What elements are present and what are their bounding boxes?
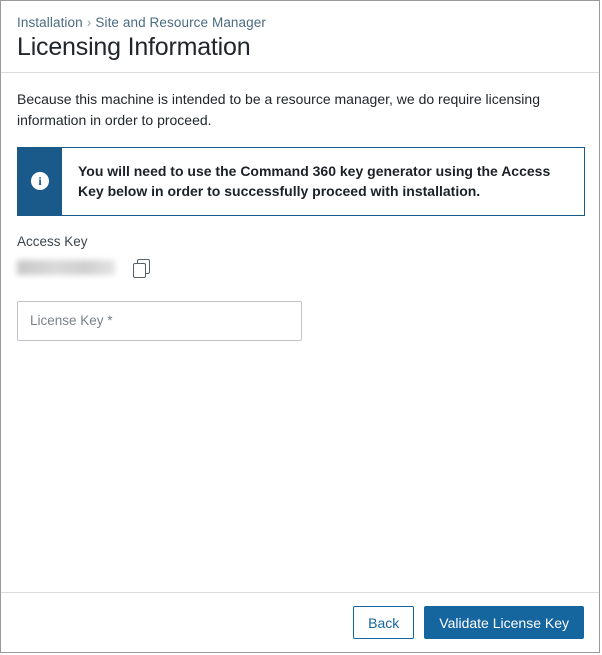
- info-callout-text: You will need to use the Command 360 key generator using the Access Key below in order to successfully proceed with installation.: [78, 163, 551, 200]
- back-button[interactable]: Back: [353, 606, 414, 639]
- access-key-value: [17, 260, 115, 275]
- info-callout-icon-container: [18, 148, 62, 215]
- wizard-footer: [1, 592, 599, 652]
- validate-license-key-button[interactable]: Validate License Key: [424, 606, 584, 639]
- access-key-row: [17, 255, 583, 281]
- copy-icon-front-sheet: [133, 263, 146, 278]
- intro-text: Because this machine is intended to be a resource manager, we do require licensing information in order to proceed.: [17, 91, 540, 128]
- info-icon: i: [31, 172, 49, 190]
- info-callout: [17, 147, 585, 216]
- breadcrumb-item-site-and-resource-manager[interactable]: Site and Resource Manager: [95, 15, 266, 30]
- page-body: [1, 73, 599, 341]
- license-key-input[interactable]: [17, 301, 302, 341]
- breadcrumb: [17, 15, 583, 30]
- access-key-label: Access Key: [17, 233, 88, 249]
- copy-icon[interactable]: [133, 259, 151, 277]
- breadcrumb-item-installation[interactable]: Installation: [17, 15, 83, 30]
- page-header: [1, 1, 599, 73]
- breadcrumb-separator-icon: ›: [86, 15, 92, 30]
- page-title: Licensing Information: [17, 33, 251, 61]
